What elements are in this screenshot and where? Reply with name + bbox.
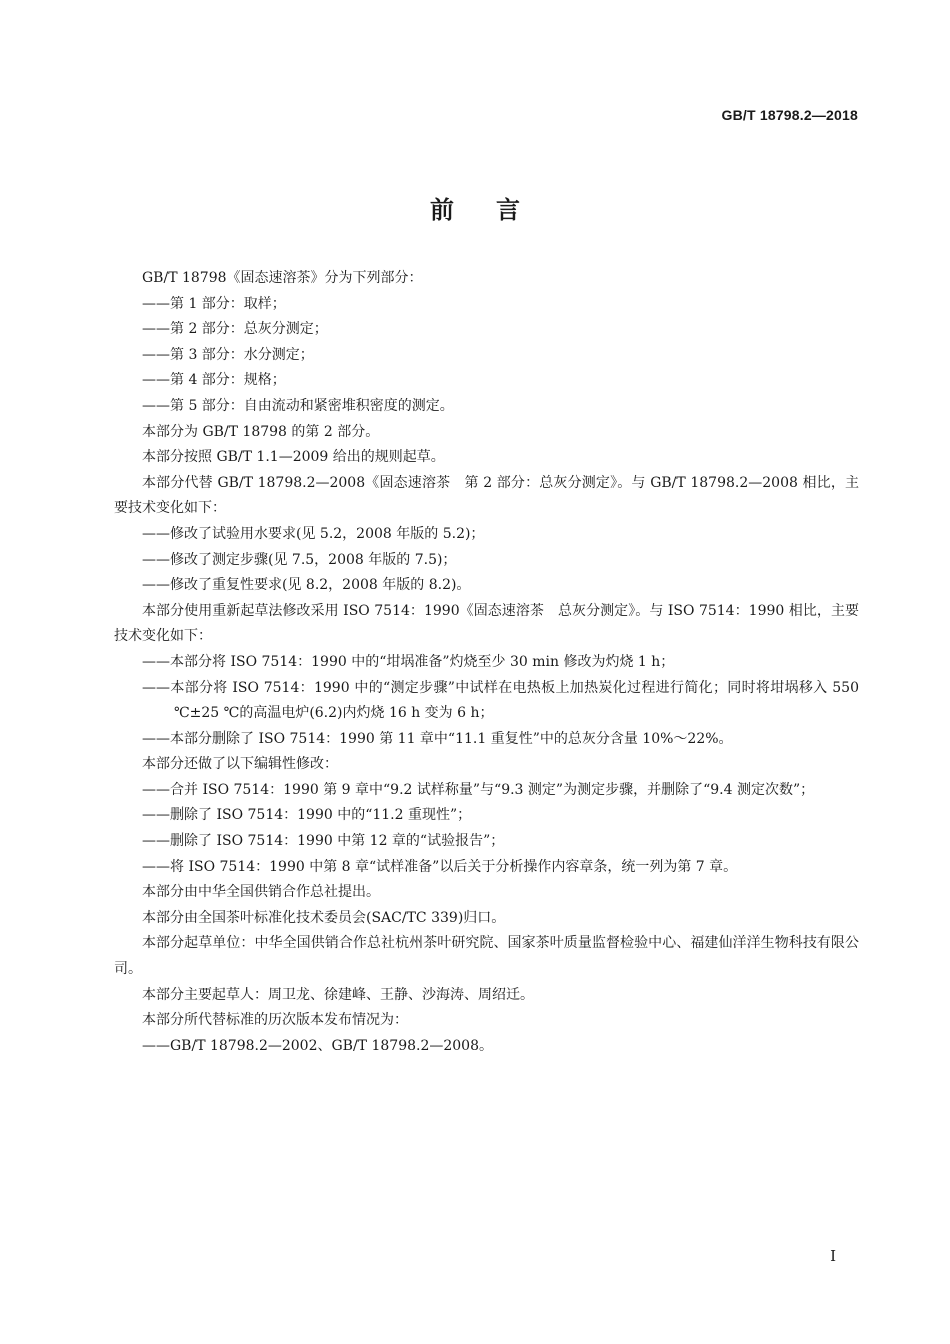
list-item: ——删除了 ISO 7514：1990 中的“11.2 重现性”； [142,807,472,824]
list-item: ——合并 ISO 7514：1990 第 9 章中“9.2 试样称量”与“9.3 测定”为测定步骤，并删除了“9.4 测定次数”； [142,781,815,798]
paragraph: 本部分按照 GB/T 1.1—2009 给出的规则起草。 [142,449,445,466]
paragraph: 本部分还做了以下编辑性修改： [142,756,338,773]
list-item: ——将 ISO 7514：1990 中第 8 章“试样准备”以后关于分析操作内容章条，统一列为第 7 章。 [142,858,738,875]
list-item: ——第 5 部分：自由流动和紧密堆积密度的测定。 [142,397,454,414]
list-item: ——本部分将 ISO 7514：1990 中的“坩埚准备”灼烧至少 30 min 修改为灼烧 1 h； [142,653,675,670]
list-item: ——第 1 部分：取样； [142,295,286,312]
list-item: ——本部分删除了 ISO 7514：1990 第 11 章中“11.1 重复性”中的总灰分含量 10%～22%。 [142,730,733,747]
standard-code: GB/T 18798.2—2018 [721,107,858,123]
list-item: ——修改了重复性要求(见 8.2，2008 年版的 8.2)。 [142,577,471,594]
preface-body [114,266,859,1059]
list-item: ——第 3 部分：水分测定； [142,346,314,363]
paragraph: GB/T 18798《固态速溶茶》分为下列部分： [142,270,423,286]
paragraph: 本部分主要起草人：周卫龙、徐建峰、王静、沙海涛、周绍迁。 [142,986,534,1003]
paragraph: 本部分由全国茶叶标准化技术委员会(SAC/TC 339)归口。 [142,909,506,926]
page-number: I [830,1247,836,1265]
paragraph: 本部分代替 GB/T 18798.2—2008《固态速溶茶 第 2 部分：总灰分测定》。与 GB/T 18798.2—2008 相比，主要技术变化如下： [114,474,859,517]
list-item: ——GB/T 18798.2—2002、GB/T 18798.2—2008。 [142,1037,493,1054]
page-title: 前言 [430,196,562,224]
paragraph: 本部分由中华全国供销合作总社提出。 [142,884,380,901]
list-item: ——修改了测定步骤(见 7.5，2008 年版的 7.5)； [142,551,457,568]
list-item: ——修改了试验用水要求(见 5.2，2008 年版的 5.2)； [142,525,485,542]
paragraph: 本部分为 GB/T 18798 的第 2 部分。 [142,423,380,440]
paragraph: 本部分所代替标准的历次版本发布情况为： [142,1012,408,1029]
list-item: ——删除了 ISO 7514：1990 中第 12 章的“试验报告”； [142,833,505,850]
paragraph: 本部分使用重新起草法修改采用 ISO 7514：1990《固态速溶茶 总灰分测定》。与 ISO 7514：1990 相比，主要技术变化如下： [114,602,859,645]
paragraph: 本部分起草单位：中华全国供销合作总社杭州茶叶研究院、国家茶叶质量监督检验中心、福建仙洋洋生物科技有限公司。 [114,935,859,978]
list-item: ——本部分将 ISO 7514：1990 中的“测定步骤”中试样在电热板上加热炭化过程进行简化；同时将坩埚移入 550 ℃±25 ℃的高温电炉(6.2)内灼烧 16 h 变为 6 h； [142,679,859,722]
list-item: ——第 4 部分：规格； [142,372,286,389]
list-item: ——第 2 部分：总灰分测定； [142,321,328,338]
